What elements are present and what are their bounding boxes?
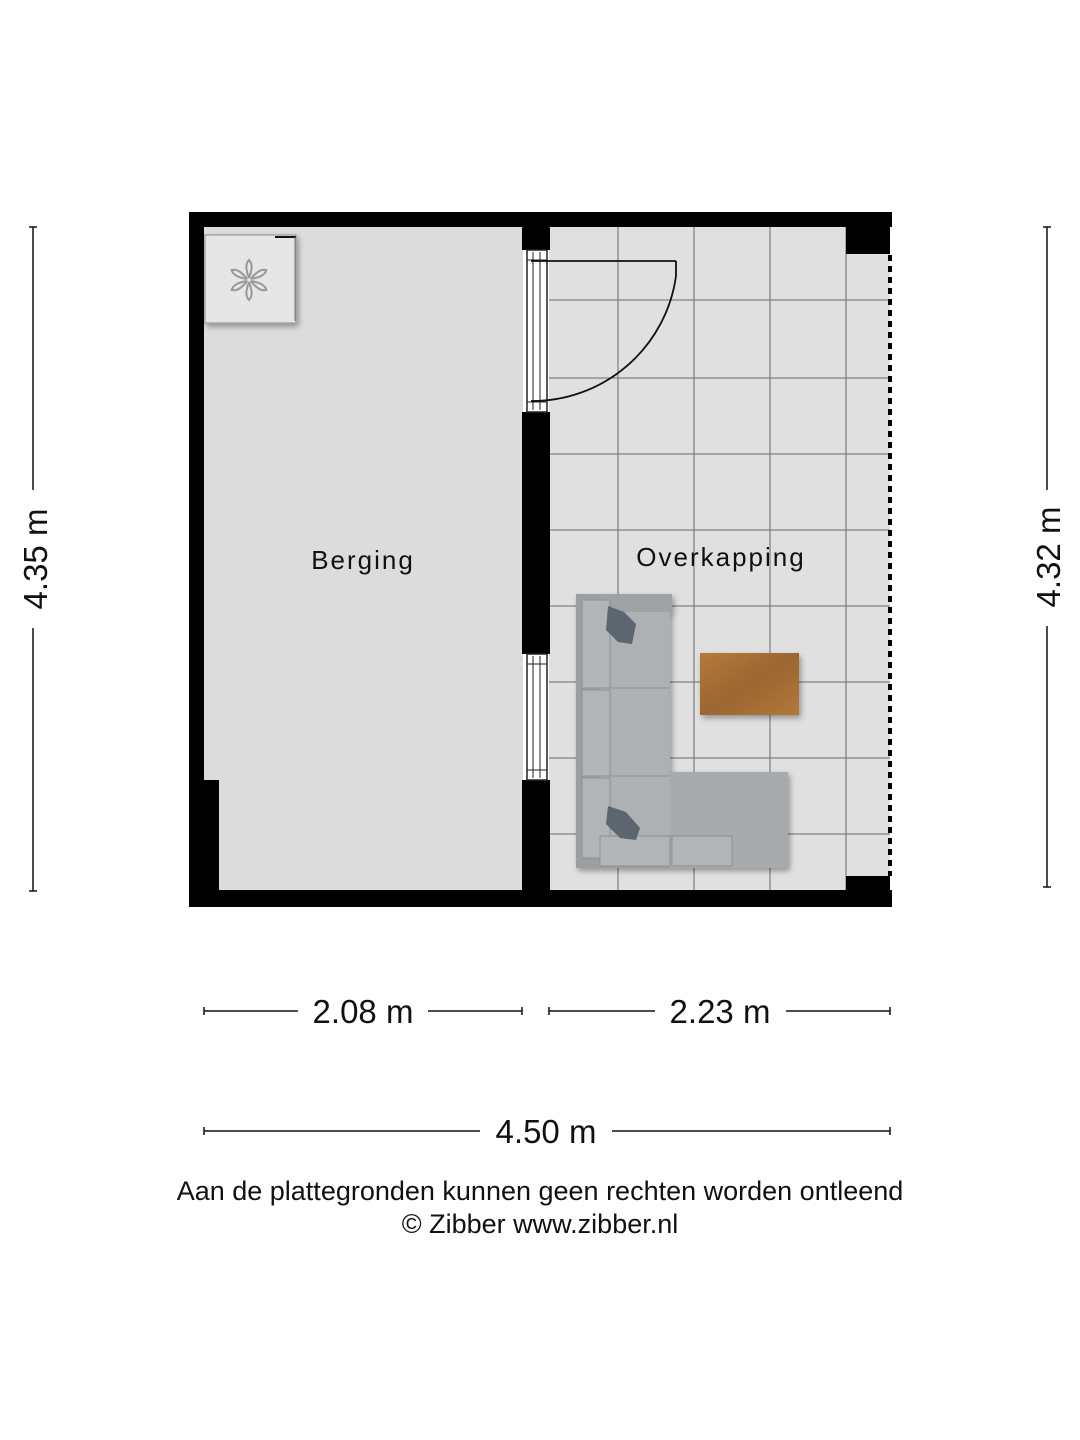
dimension-overkapping-width-label: 2.23 m xyxy=(669,993,771,1030)
dimension-total-width-label: 4.50 m xyxy=(495,1113,597,1150)
boiler-unit xyxy=(205,235,296,323)
copyright-text: © Zibber www.zibber.nl xyxy=(401,1209,679,1239)
dimension-left-label: 4.35 m xyxy=(17,508,54,610)
window-upper xyxy=(527,250,547,412)
room-label-overkapping: Overkapping xyxy=(636,542,806,572)
coffee-table xyxy=(700,653,799,715)
disclaimer-text: Aan de plattegronden kunnen geen rechten worden ontleend xyxy=(176,1176,904,1206)
window-lower xyxy=(527,654,547,780)
dimension-right-label: 4.32 m xyxy=(1030,506,1067,608)
dimension-berging-width-label: 2.08 m xyxy=(312,993,414,1030)
room-label-berging: Berging xyxy=(311,545,415,575)
